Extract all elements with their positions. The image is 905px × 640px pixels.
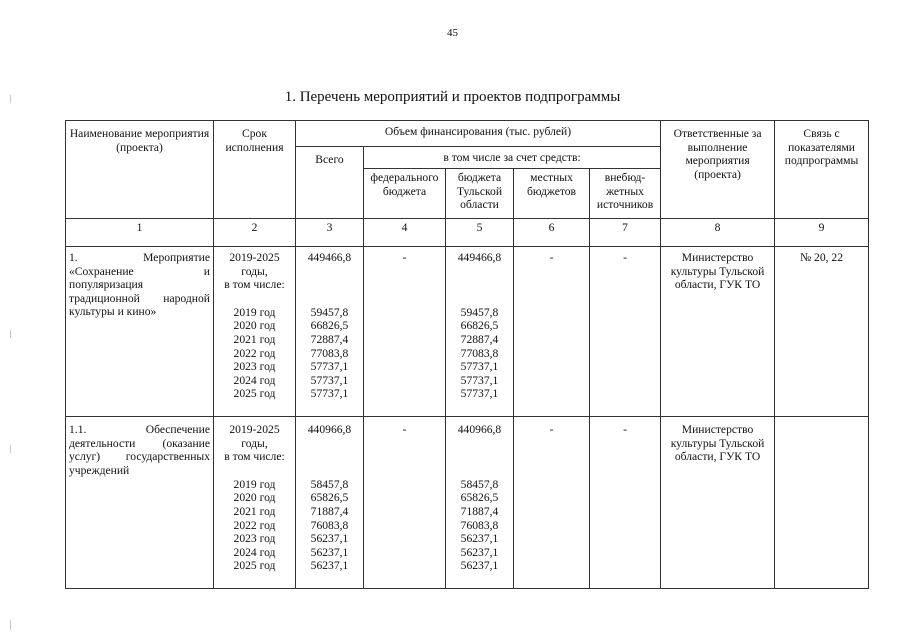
- column-number: 3: [296, 219, 364, 247]
- year-regional: 76083,8: [460, 518, 499, 532]
- year-regional: 65826,5: [460, 491, 499, 505]
- year-regional: 71887,4: [460, 504, 499, 518]
- local-value: -: [549, 423, 554, 436]
- period-years-label: годы,: [241, 264, 268, 278]
- year-label: 2024 год: [233, 373, 276, 387]
- year-label: 2020 год: [233, 319, 276, 333]
- year-regional: 57737,1: [460, 373, 499, 387]
- year-total: 57737,1: [310, 387, 349, 401]
- column-number: 1: [66, 219, 214, 247]
- year-total: 56237,1: [310, 559, 349, 573]
- year-regional: 66826,5: [460, 319, 499, 333]
- regional-value: 440966,8: [457, 423, 502, 436]
- header-total: Всего: [296, 147, 364, 219]
- column-number: 6: [514, 219, 590, 247]
- offbudget-value: -: [623, 251, 627, 264]
- table-row: [66, 417, 869, 589]
- year-label: 2025 год: [233, 559, 276, 573]
- year-label: 2022 год: [233, 346, 276, 360]
- header-volume: Объем финансирования (тыс. рублей): [296, 121, 661, 147]
- year-total: 76083,8: [310, 518, 349, 532]
- period-including-label: в том числе:: [224, 450, 285, 464]
- period-years-label: годы,: [241, 436, 268, 450]
- column-number: 5: [446, 219, 514, 247]
- year-total: 56237,1: [310, 532, 349, 546]
- year-regional: 56237,1: [460, 545, 499, 559]
- year-total: 66826,5: [310, 319, 349, 333]
- year-label: 2021 год: [233, 332, 276, 346]
- year-total: 58457,8: [310, 477, 349, 491]
- indicator-link: № 20, 22: [800, 251, 844, 264]
- year-regional: 58457,8: [460, 477, 499, 491]
- table-row: [66, 247, 869, 417]
- responsible: Министерство культуры Тульской области, ГУК ТО: [670, 423, 765, 464]
- year-regional: 57737,1: [460, 360, 499, 374]
- total-value: 440966,8: [307, 423, 352, 436]
- year-regional: 72887,4: [460, 332, 499, 346]
- activity-name: 1. Мероприятие «Сохранение и популяризация традиционной народной культуры и кино»: [69, 251, 210, 319]
- column-number: 2: [214, 219, 296, 247]
- federal-value: -: [402, 423, 407, 436]
- year-total: 77083,8: [310, 346, 349, 360]
- page-number: 45: [447, 27, 458, 39]
- period: 2019-2025: [229, 423, 280, 436]
- year-label: 2021 год: [233, 504, 276, 518]
- header-regional: бюджета Тульской области: [446, 169, 514, 219]
- scan-mark: [10, 330, 11, 338]
- column-number: 8: [661, 219, 775, 247]
- column-number: 7: [590, 219, 661, 247]
- year-total: 72887,4: [310, 332, 349, 346]
- year-regional: 56237,1: [460, 532, 499, 546]
- year-label: 2019 год: [233, 305, 276, 319]
- header-term: Срок исполнения: [214, 121, 296, 219]
- year-label: 2024 год: [233, 545, 276, 559]
- year-total: 65826,5: [310, 491, 349, 505]
- header-local: местных бюджетов: [514, 169, 590, 219]
- responsible: Министерство культуры Тульской области, ГУК ТО: [670, 251, 765, 292]
- year-label: 2023 год: [233, 532, 276, 546]
- year-label: 2023 год: [233, 360, 276, 374]
- offbudget-value: -: [623, 423, 627, 436]
- activity-name: 1.1. Обеспечение деятельности (оказание услуг) государственных учреждений: [69, 423, 210, 477]
- period-including-label: в том числе:: [224, 278, 285, 292]
- activities-table: [65, 120, 869, 589]
- column-number: 4: [364, 219, 446, 247]
- header-name: Наименование мероприятия (проекта): [66, 121, 214, 219]
- year-label: 2019 год: [233, 477, 276, 491]
- year-total: 57737,1: [310, 360, 349, 374]
- year-total: 57737,1: [310, 373, 349, 387]
- regional-value: 449466,8: [457, 251, 502, 264]
- year-total: 59457,8: [310, 305, 349, 319]
- total-value: 449466,8: [307, 251, 352, 264]
- federal-value: -: [402, 251, 407, 264]
- scan-mark: [10, 445, 11, 453]
- header-including: в том числе за счет средств:: [364, 147, 661, 169]
- page-title: 1. Перечень мероприятий и проектов подпрограммы: [284, 89, 621, 105]
- period: 2019-2025: [229, 251, 280, 264]
- column-number: 9: [775, 219, 869, 247]
- year-regional: 59457,8: [460, 305, 499, 319]
- scan-mark: [10, 620, 11, 630]
- header-federal: федерального бюджета: [364, 169, 446, 219]
- year-label: 2020 год: [233, 491, 276, 505]
- year-total: 56237,1: [310, 545, 349, 559]
- year-label: 2025 год: [233, 387, 276, 401]
- column-number-row: [66, 219, 869, 247]
- year-label: 2022 год: [233, 518, 276, 532]
- year-regional: 57737,1: [460, 387, 499, 401]
- year-regional: 77083,8: [460, 346, 499, 360]
- header-offbudget: внебюд-жетных источников: [590, 169, 661, 219]
- header-responsible: Ответственные за выполнение мероприятия (проекта): [661, 121, 775, 219]
- year-regional: 56237,1: [460, 559, 499, 573]
- year-total: 71887,4: [310, 504, 349, 518]
- local-value: -: [549, 251, 554, 264]
- header-link: Связь с показателями подпрограммы: [775, 121, 869, 219]
